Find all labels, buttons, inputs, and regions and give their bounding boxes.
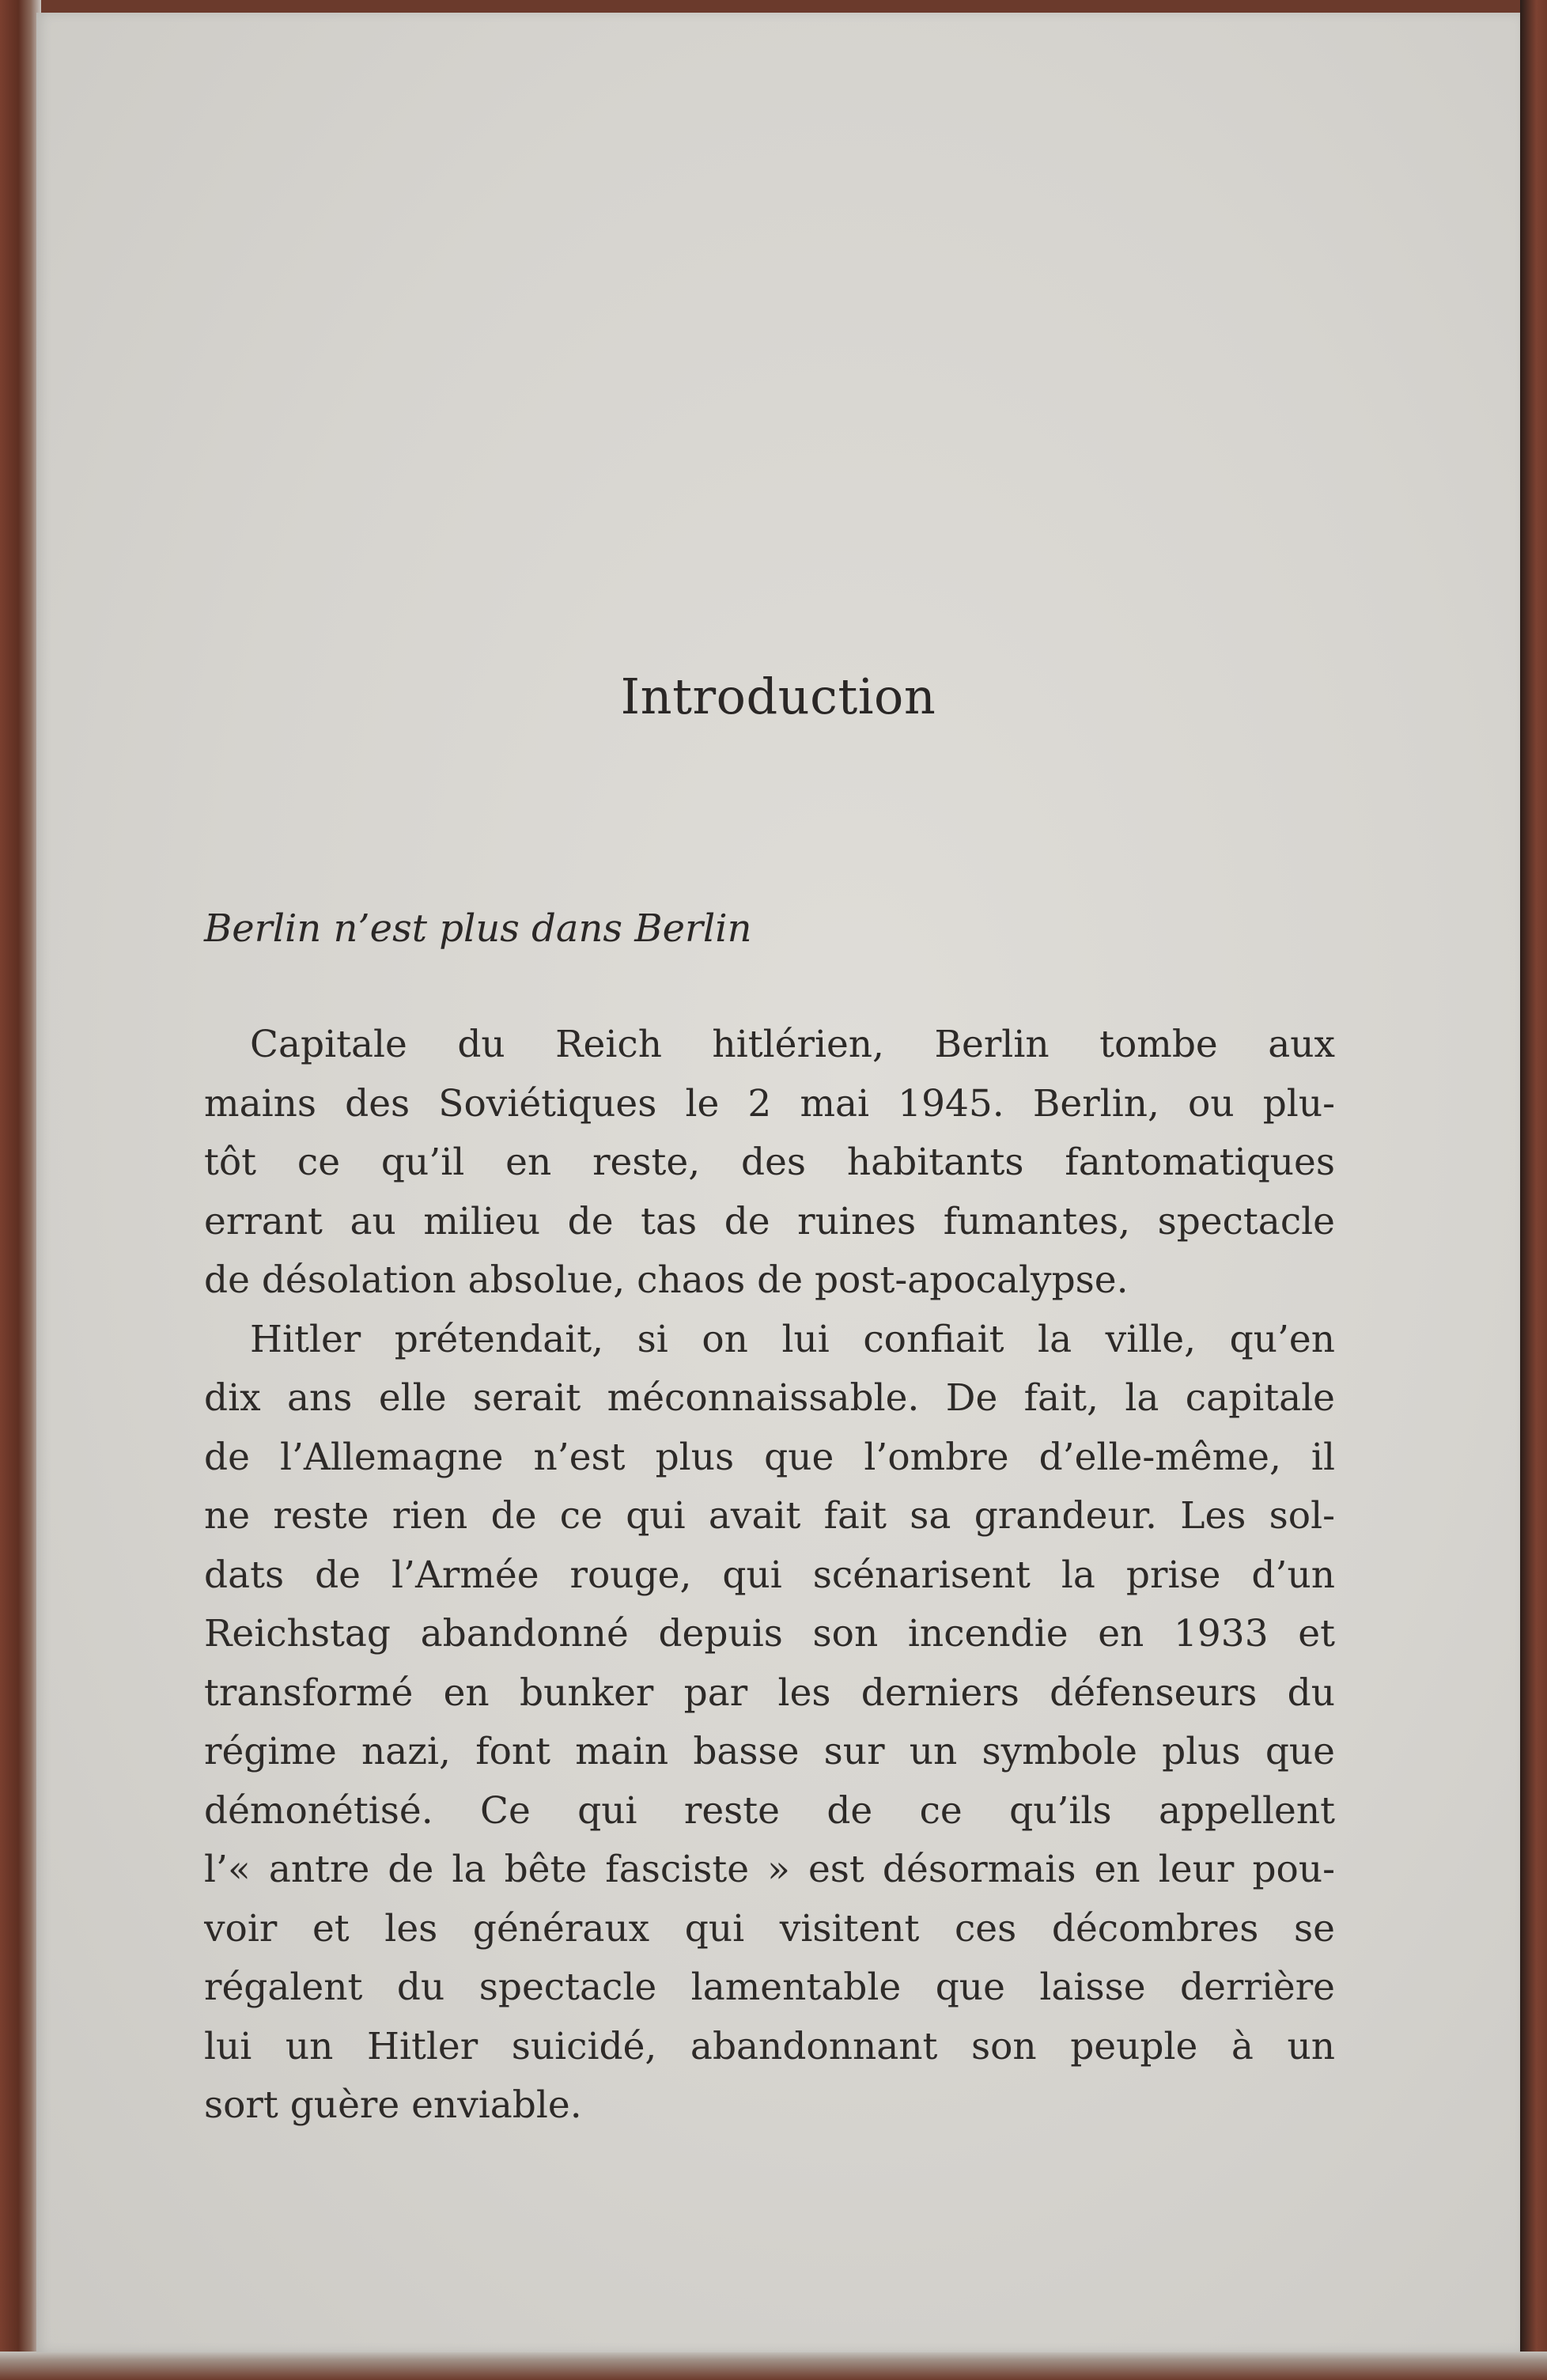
text-line: mains des Soviétiques le 2 mai 1945. Berlin, ou plu- [204, 1081, 1335, 1126]
page-edge-bottom [0, 2352, 1547, 2380]
wooden-edge-right [1520, 0, 1547, 2380]
text-line: Hitler prétendait, si on lui confiait la ville, qu’en [250, 1317, 1335, 1361]
text-line: Reichstag abandonné depuis son incendie en 1933 et [204, 1612, 1335, 1655]
text-line: de désolation absolue, chaos de post-apocalypse. [204, 1258, 1129, 1302]
text-line: tôt ce qu’il en reste, des habitants fantomatiques [204, 1141, 1335, 1184]
text-line: de l’Allemagne n’est plus que l’ombre d’elle-même, il [204, 1435, 1335, 1479]
text-line: ne reste rien de ce qui avait fait sa grandeur. Les sol- [204, 1494, 1335, 1538]
book-page [36, 13, 1520, 2352]
text-line: régalent du spectacle lamentable que laisse derrière [204, 1966, 1335, 2009]
text-line: lui un Hitler suicidé, abandonnant son peuple à un [204, 2024, 1335, 2068]
text-line: voir et les généraux qui visitent ces décombres se [204, 1906, 1335, 1951]
text-line: démonétisé. Ce qui reste de ce qu’ils appellent [204, 1788, 1335, 1833]
body-text [204, 1016, 1335, 2136]
text-line: régime nazi, font main basse sur un symbole plus que [204, 1730, 1335, 1773]
text-line: Capitale du Reich hitlérien, Berlin tombe aux [250, 1023, 1335, 1066]
chapter-title: Introduction [620, 668, 936, 725]
text-line: sort guère enviable. [204, 2083, 582, 2127]
text-line: dats de l’Armée rouge, qui scénarisent la prise d’un [204, 1553, 1335, 1597]
section-title: Berlin n’est plus dans Berlin [204, 906, 752, 951]
text-line: dix ans elle serait méconnaissable. De fait, la capitale [204, 1376, 1335, 1420]
text-line: errant au milieu de tas de ruines fumantes, spectacle [204, 1199, 1335, 1243]
text-line: l’« antre de la bête fasciste » est désormais en leur pou- [204, 1848, 1335, 1891]
wooden-edge-left [0, 0, 41, 2380]
text-line: transformé en bunker par les derniers défenseurs du [204, 1671, 1335, 1715]
